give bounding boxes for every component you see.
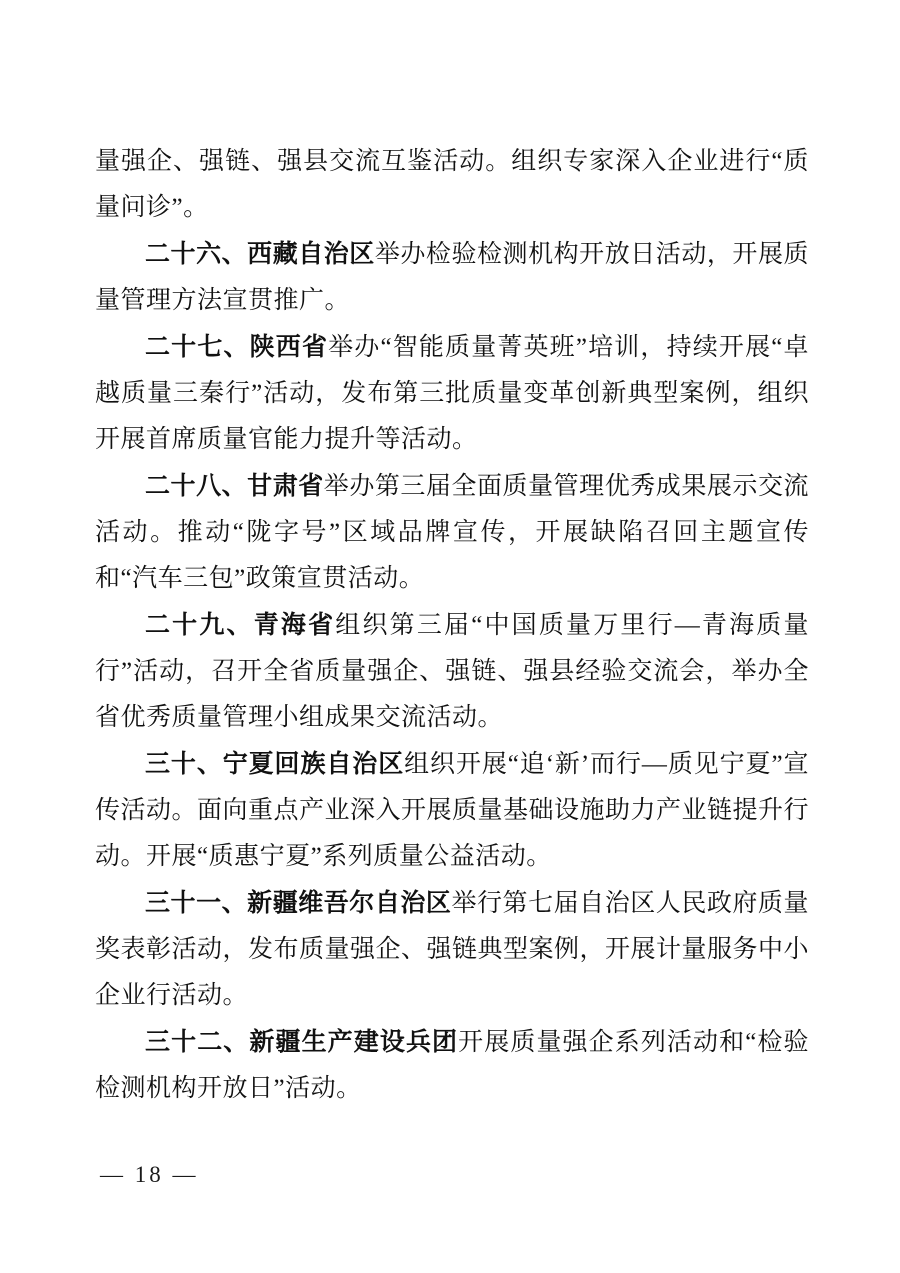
paragraph-lead: 二十六、西藏自治区 (145, 240, 375, 268)
paragraph-28-gansu (95, 463, 809, 602)
paragraph-text: 举办“智能质量菁英班”培训，持续开展“卓越质量三秦行”活动，发布第三批质量变革创新典型案例，组织开展首席质量官能力提升等活动。 (95, 334, 809, 453)
paragraph-26-xizang (95, 231, 809, 324)
paragraph-lead: 三十二、新疆生产建设兵团 (145, 1028, 459, 1056)
document-body (95, 138, 809, 1112)
page-footer (100, 1162, 199, 1188)
paragraph-30-ningxia (95, 741, 809, 880)
paragraph-text: 组织第三届“中国质量万里行—青海质量行”活动，召开全省质量强企、强链、强县经验交流会，举办全省优秀质量管理小组成果交流活动。 (95, 612, 809, 731)
paragraph-lead: 二十九、青海省 (145, 611, 336, 639)
paragraph-31-xinjiang (95, 880, 809, 1019)
paragraph-lead: 二十八、甘肃省 (145, 472, 324, 500)
paragraph-text: 量强企、强链、强县交流互鉴活动。组织专家深入企业进行“质量问诊”。 (95, 148, 809, 221)
paragraph-lead: 二十七、陕西省 (145, 333, 329, 361)
paragraph-text: 举办第三届全面质量管理优秀成果展示交流活动。推动“陇字号”区域品牌宣传，开展缺陷召回主题宣传和“汽车三包”政策宣贯活动。 (95, 473, 809, 592)
page-number: — 18 — (100, 1162, 199, 1187)
paragraph-lead: 三十一、新疆维吾尔自治区 (145, 889, 452, 917)
paragraph-text: 举行第七届自治区人民政府质量奖表彰活动，发布质量强企、强链典型案例，开展计量服务中小企业行活动。 (95, 890, 810, 1009)
paragraph-lead: 三十、宁夏回族自治区 (145, 750, 405, 778)
paragraph-text: 开展质量强企系列活动和“检验检测机构开放日”活动。 (95, 1029, 809, 1102)
paragraph-32-bingtuan (95, 1019, 809, 1112)
paragraph-continuation (95, 138, 809, 231)
paragraph-text: 组织开展“追‘新’而行—质见宁夏”宣传活动。面向重点产业深入开展质量基础设施助力产业链提升行动。开展“质惠宁夏”系列质量公益活动。 (95, 751, 810, 870)
paragraph-27-shaanxi (95, 324, 809, 463)
paragraph-29-qinghai (95, 602, 809, 741)
paragraph-text: 举办检验检测机构开放日活动，开展质量管理方法宣贯推广。 (95, 241, 809, 314)
